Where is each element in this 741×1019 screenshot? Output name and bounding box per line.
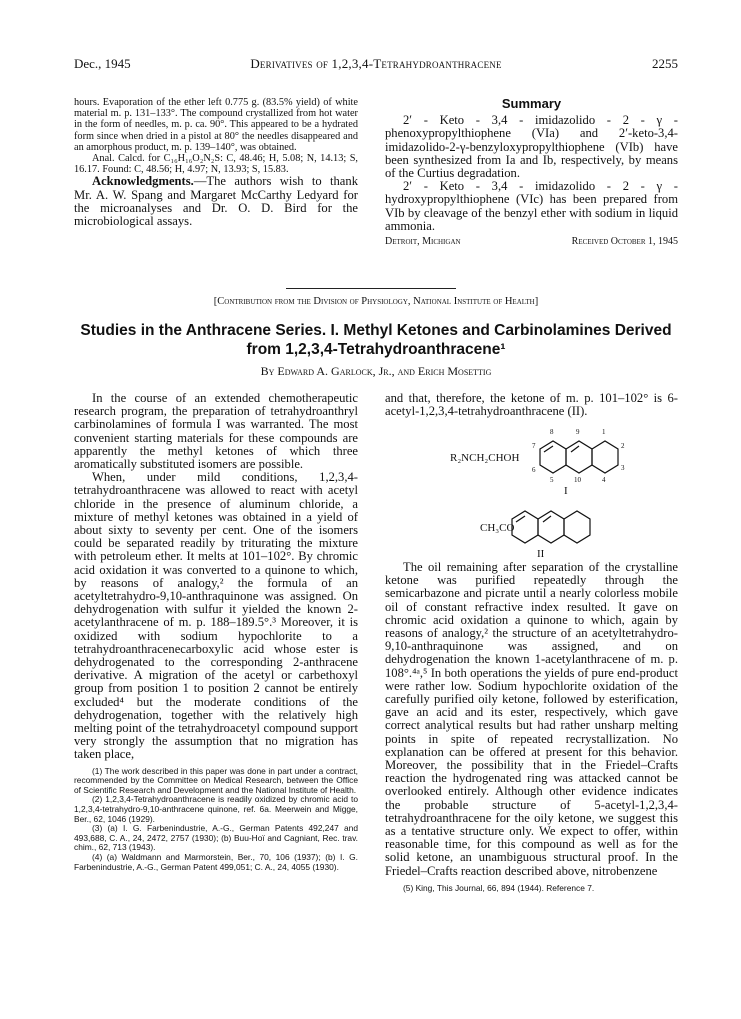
position-3: 3 <box>621 464 625 472</box>
signature-place: Detroit, Michigan <box>385 236 461 248</box>
ring-I-a-inner <box>544 446 553 452</box>
body-left-column <box>74 392 358 872</box>
acknowledgments-text: —The authors wish to thank Mr. A. W. Spang and Margaret McCarthy Ledyard for the microanalyses and Dr. O. D. Bird for the microbiological assays. <box>74 174 358 229</box>
prev-article-summary <box>385 97 678 248</box>
ring-I-b-inner <box>571 446 579 452</box>
body-right-column-top <box>385 392 678 418</box>
position-1: 1 <box>602 428 606 436</box>
position-5: 5 <box>550 476 554 484</box>
ring-I-c <box>592 441 618 473</box>
summary-heading: Summary <box>501 96 562 111</box>
footnote-5: (5) King, This Journal, 66, 894 (1944). Reference 7. <box>403 882 595 893</box>
footnote-3: (3) (a) I. G. Farbenindustrie, A.-G., German Patents 492,247 and 493,688, C. A., 24, 2472, 2757 (1930); (b) Buu-Hoï and Cagniant, Rec. trav. chim., 62, 713 (1943). <box>74 823 358 853</box>
header-date: Dec., 1945 <box>74 56 131 71</box>
formula-II-substituent: CH₃CO <box>480 522 515 534</box>
ring-II-c <box>564 511 590 543</box>
formula-II-label: II <box>537 548 545 560</box>
prev-analysis-text: Anal. Calcd. for C₁₆H₁₆O₂N₂S: C, 48.46; H, 5.08; N, 14.13; S, 16.17. Found: C, 48.56; H, 4.97; N, 13.93; S, 15.83. <box>74 153 358 176</box>
position-8: 8 <box>550 428 554 436</box>
position-6: 6 <box>532 466 536 474</box>
body-right-column-bottom <box>385 561 678 893</box>
ring-II-a <box>512 511 538 543</box>
acknowledgments-heading: Acknowledgments. <box>92 174 194 189</box>
formula-I-substituent: R₂NCH₂CHOH <box>450 452 520 464</box>
header-running-title: Derivatives of 1,2,3,4-Tetrahydroanthracene <box>250 56 502 71</box>
position-7: 7 <box>532 442 536 450</box>
footnote-2: (2) 1,2,3,4-Tetrahydroanthracene is readily oxidized by chromic acid to 1,2,3,4-tetrahydro-9,10-anthracene quinone, ref. 6a. Meerwein and Migge, Ber., 62, 1046 (1929). <box>74 794 358 824</box>
running-header <box>74 56 678 76</box>
body-paragraph-3: and that, therefore, the ketone of m. p. 101–102° is 6-acetyl-1,2,3,4-tetrahydroanthracene (II). <box>385 391 678 419</box>
body-paragraph-1: In the course of an extended chemotherapeutic research program, the preparation of tetrahydroanthryl carbinolamines of formula I was warranted. The most convenient starting materials for these compounds are apparently the methyl ketones of which three aromatically substituted isomers are possible. <box>74 391 358 472</box>
article-title: Studies in the Anthracene Series. I. Methyl Ketones and Carbinolamines Derived from 1,2,3,4-Tetrahydroanthracene¹ <box>80 322 672 358</box>
ring-I-b <box>566 441 592 473</box>
body-paragraph-4: The oil remaining after separation of the crystalline ketone was purified repeatedly through the semicarbazone and picrate until a nearly colorless mobile oil of constant refractive index resulted. It gave on chromic acid oxidation a quinone to which, again by reasons of analogy,² the structure of an acetyltetrahydro-9,10-anthraquinone was assigned, and on dehydrogenation the known 1-acetylanthracene of m. p. 108°.⁴ᵃ,⁵ In both operations the yields of pure end-product were rather low. Sodium hypochlorite oxidation of the carefully purified oily ketone, followed by esterification, gave an acid and its ester, respectively, which gave correct analytical results but had rather unsharp melting points in spite of repeated recrystallization. No explanation can be offered at present for this behavior. Moreover, the possibility that in the Friedel–Crafts reaction the hydrogenated ring was attacked cannot be overlooked entirely. Although other evidence indicates the probable structure of 5-acetyl-1,2,3,4-tetrahydroanthracene for the oily ketone, we suggest this as a tentative structure only. We expect to offer, within reasonable time, for this compound as well as for the solid ketone, an unambiguous structural proof. In the Friedel–Crafts reaction described above, nitrobenzene <box>385 560 678 878</box>
body-paragraph-2: When, under mild conditions, 1,2,3,4-tetrahydroanthracene was allowed to react with acetyl chloride in the presence of aluminum chloride, a mixture of methyl ketones was obtained in a yield of about sixty to seventy per cent. One of the isomers could be separated readily by triturating the mixture with petroleum ether. It melts at 101–102°. By chromic acid oxidation it was converted to a quinone to which, by reasons of analogy,² the formula of an acetyltetrahydro-9,10-anthraquinone was assigned. On dehydrogenation with sulfur it yielded the known 2-acetylanthracene of m. p. 188–189.5°.³ Moreover, it is oxidized with sodium hypochlorite to a tetrahydroanthracenecarboxylic acid whose ester is dehydrogenated to the corresponding 2-anthracene derivative. A migration of the acetyl or carbethoxyl group from position 1 to position 2 cannot be entirely excluded⁴ but the moderate conditions of the dehydrogenation, together with the relatively high melting point of the tetrahydroacetyl compound support very strongly the assumption that no migration has taken place, <box>74 470 358 762</box>
ring-I-a <box>540 441 566 473</box>
signature-line <box>385 235 678 248</box>
contribution-line: [Contribution from the Division of Physiology, National Institute of Health] <box>213 296 539 307</box>
header-page-number: 2255 <box>652 56 678 71</box>
position-2: 2 <box>621 442 625 450</box>
prev-experimental-text: hours. Evaporation of the ether left 0.775 g. (83.5% yield) of white material m. p. 131–133°. The compound crystallized from hot water in the form of needles, m. p. ca. 90°. This appeared to be a hydrated form since when dried in a pistol at 80° the needles disappeared and an amorphous product, m. p. 139–140°, was obtained. <box>74 97 358 153</box>
summary-paragraph-2: 2′ - Keto - 3,4 - imidazolido - 2 - γ - hydroxypropylthiophene (VIc) has been prepared from VIb by cleavage of the benzyl ether with sodium in liquid ammonia. <box>385 179 678 233</box>
position-10: 10 <box>574 476 581 484</box>
position-9: 9 <box>576 428 580 436</box>
ring-II-a-inner <box>516 516 525 522</box>
ring-II-b <box>538 511 564 543</box>
footnote-4: (4) (a) Waldmann and Marmorstein, Ber., 70, 106 (1937); (b) I. G. Farbenindustrie, A.-G., German Patent 499,051; C. A., 24, 4055 (1930). <box>74 852 358 872</box>
chemical-structures <box>410 418 670 560</box>
footnote-1: (1) The work described in this paper was done in part under a contract, recommended by the Committee on Medical Research, between the Office of Scientific Research and Development and the National Institute of Health. <box>74 765 358 795</box>
ring-II-b-inner <box>543 516 551 522</box>
prev-article-left-column <box>74 97 358 228</box>
formula-I-label: I <box>564 485 568 497</box>
article-authors: By Edward A. Garlock, Jr., and Erich Mosettig <box>260 364 492 378</box>
signature-received-date: Received October 1, 1945 <box>571 236 678 248</box>
acknowledgments-paragraph <box>74 175 358 228</box>
article-separator-rule <box>286 288 456 289</box>
position-4: 4 <box>602 476 606 484</box>
summary-paragraph-1: 2′ - Keto - 3,4 - imidazolido - 2 - γ - phenoxypropylthiophene (VIa) and 2′-keto-3,4-imidazolido-2-γ-benzyloxypropylthiophene (VIb) have been synthesized from Ia and Ib, respectively, by means of the Curtius degradation. <box>385 113 678 181</box>
